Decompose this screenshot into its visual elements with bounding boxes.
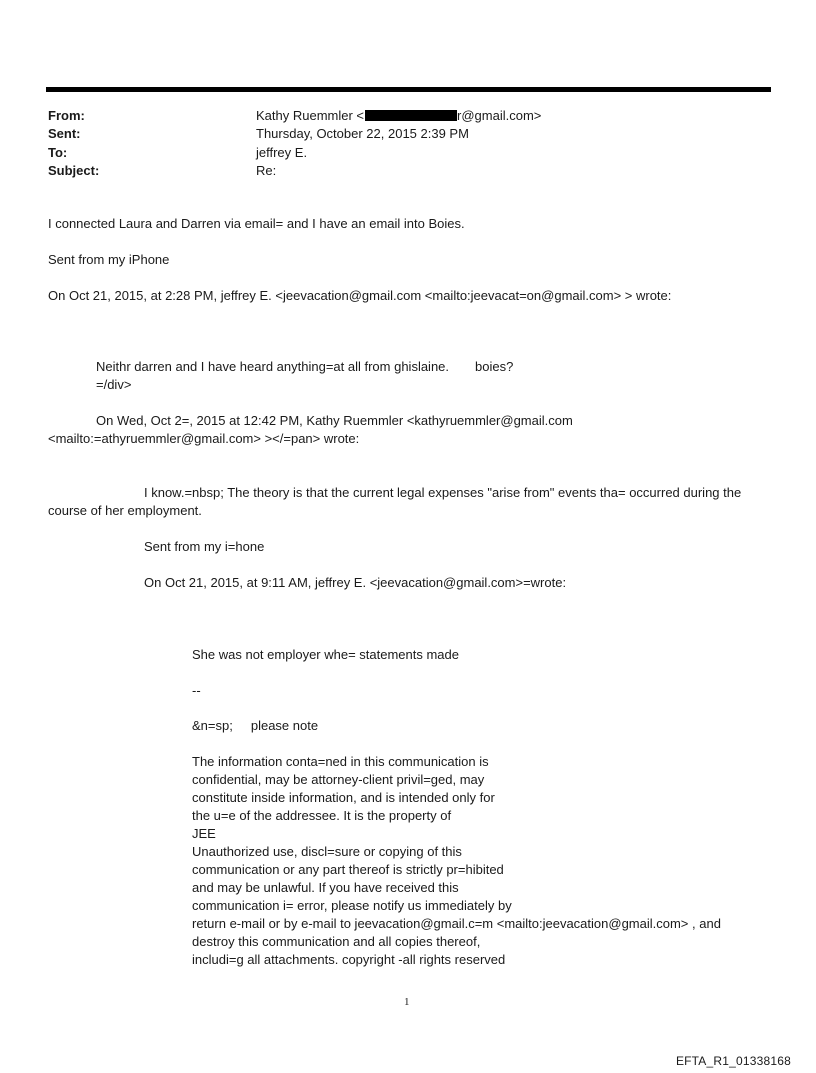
reply-line: I connected Laura and Darren via email= and I have an email into Boies.: [48, 216, 465, 231]
quote2-text-2: course of her employment.: [48, 503, 202, 518]
to-label: To:: [48, 145, 68, 160]
quote2-intro-2: <mailto:=athyruemmler@gmail.com> ></=pan> wrote:: [48, 431, 360, 446]
from-name: Kathy Ruemmler <: [256, 108, 365, 123]
disclaimer-line: destroy this communication and all copies thereof,: [192, 934, 481, 949]
quote2-signature: Sent from my i=hone: [144, 539, 265, 554]
quote3-separator: --: [192, 683, 201, 698]
quote3-intro: On Oct 21, 2015, at 9:11 AM, jeffrey E. <jeevacation@gmail.com>=wrote:: [144, 575, 567, 590]
disclaimer-line: Unauthorized use, discl=sure or copying of this: [192, 844, 462, 859]
quote2-text-1: I know.=nbsp; The theory is that the current legal expenses "arise from" events tha= occurred during the: [144, 485, 742, 500]
to-value: jeffrey E.: [256, 145, 308, 160]
quote3-note-text: please note: [250, 718, 319, 733]
quote3-note: [192, 717, 318, 735]
quote3-note-prefix: &n=sp;: [192, 718, 233, 733]
sent-label: Sent:: [48, 126, 81, 141]
disclaimer-line: the u=e of the addressee. It is the property of: [192, 808, 452, 823]
document-id: EFTA_R1_01338168: [675, 1054, 791, 1068]
quote1-text-main: Neithr darren and I have heard anything=at all from ghislaine.: [96, 359, 450, 374]
disclaimer-line: and may be unlawful. If you have received this: [192, 880, 459, 895]
disclaimer-line: constitute inside information, and is intended only for: [192, 790, 495, 805]
sent-value: Thursday, October 22, 2015 2:39 PM: [256, 126, 469, 141]
disclaimer-line: The information conta=ned in this communication is: [192, 754, 489, 769]
disclaimer-line: communication i= error, please notify us immediately by: [192, 898, 512, 913]
disclaimer-line: JEE: [192, 826, 216, 841]
disclaimer-line: confidential, may be attorney-client privil=ged, may: [192, 772, 485, 787]
redaction-bar: [365, 110, 457, 121]
quote2-intro-1: On Wed, Oct 2=, 2015 at 12:42 PM, Kathy Ruemmler <kathyruemmler@gmail.com: [96, 413, 573, 428]
subject-value: Re:: [256, 163, 277, 178]
disclaimer-line: includi=g all attachments. copyright -all rights reserved: [192, 952, 506, 967]
page-number: 1: [404, 996, 410, 1008]
disclaimer-line: communication or any part thereof is strictly pr=hibited: [192, 862, 504, 877]
from-email-tail: r@gmail.com>: [457, 108, 542, 123]
signature: Sent from my iPhone: [48, 252, 170, 267]
disclaimer-line: return e-mail or by e-mail to jeevacation@gmail.c=m <mailto:jeevacation@gmail.com> , and: [192, 916, 721, 931]
quote1-intro: On Oct 21, 2015, at 2:28 PM, jeffrey E. <jeevacation@gmail.com <mailto:jeevacat=on@gmail.com> > wrote:: [48, 288, 672, 303]
header-rule: [46, 87, 771, 92]
subject-label: Subject:: [48, 163, 100, 178]
quote3-text: She was not employer whe= statements made: [192, 647, 460, 662]
quote1-text-tail: boies?: [475, 359, 514, 374]
from-value: [256, 107, 541, 125]
from-label: From:: [48, 108, 85, 123]
quote1-div: =/div>: [96, 377, 132, 392]
quote1-text: [96, 358, 513, 376]
